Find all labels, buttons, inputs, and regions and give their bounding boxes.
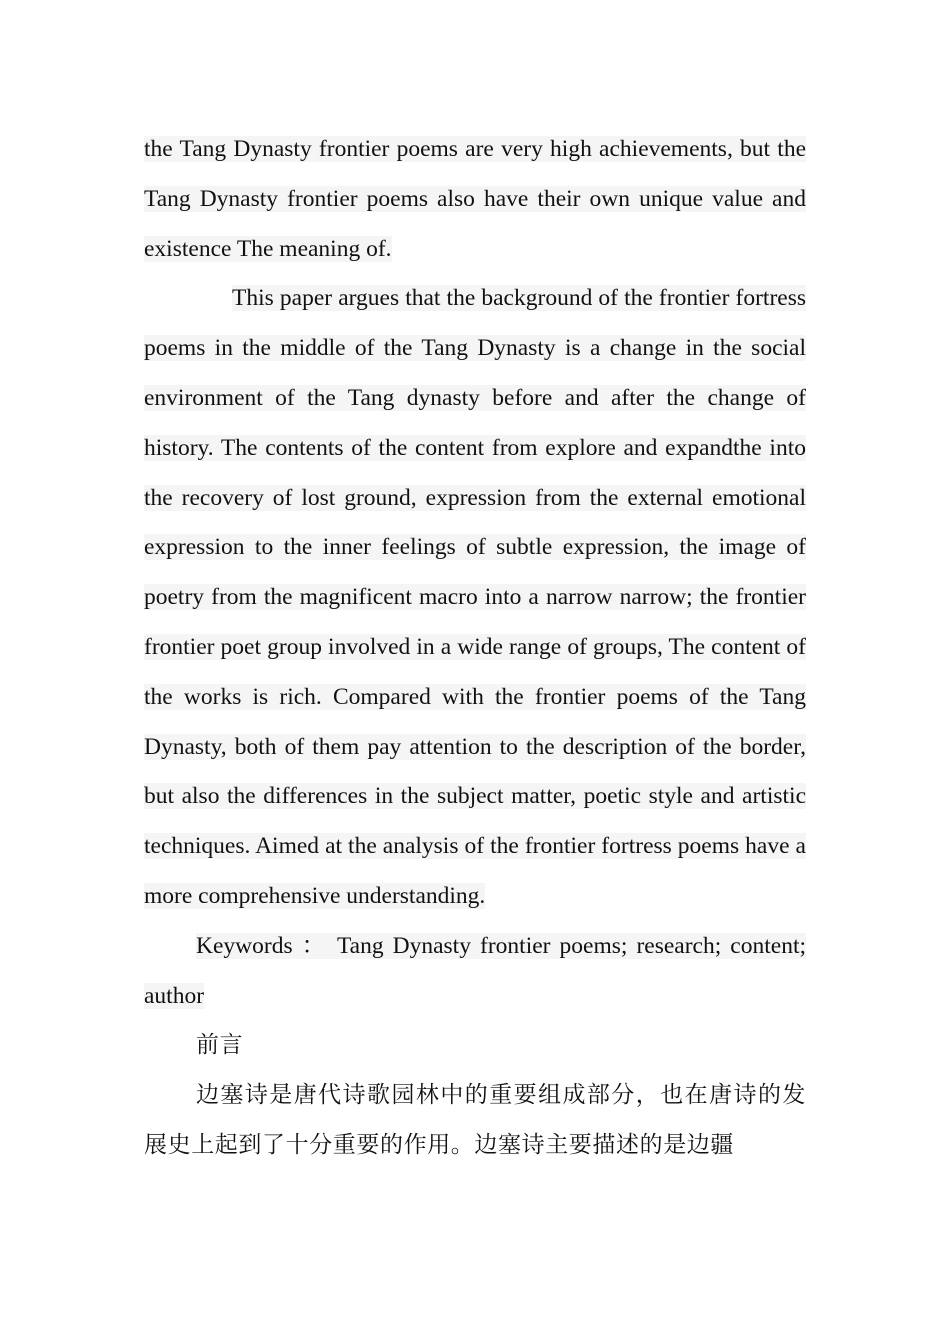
keywords-line: [144, 922, 806, 1022]
paragraph-text: 边塞诗是唐代诗歌园林中的重要组成部分，也在唐诗的发展史上起到了十分重要的作用。边塞诗主要描述的是边疆: [144, 1082, 806, 1158]
abstract-paragraph-continuation: [144, 125, 806, 274]
document-body: [144, 125, 806, 1171]
keywords-text: Keywords ： Tang Dynasty frontier poems; research; content; author: [144, 932, 806, 1009]
paragraph-text: the Tang Dynasty frontier poems are very high achievements, but the Tang Dynasty frontier poems also have their own unique value and existence The meaning of.: [144, 136, 806, 262]
section-heading: [144, 1021, 806, 1071]
paragraph-text: This paper argues that the background of the frontier fortress poems in the middle of the Tang Dynasty is a change in the social environment of the Tang dynasty before and after the change of history. The contents of the content from explore and expandthe into the recovery of lost ground, expression from the external emotional expression to the inner feelings of subtle expression, the image of poetry from the magnificent macro into a narrow narrow; the frontier frontier poet group involved in a wide range of groups, The content of the works is rich. Compared with the frontier poems of the Tang Dynasty, both of them pay attention to the description of the border, but also the differences in the subject matter, poetic style and artistic techniques. Aimed at the analysis of the frontier fortress poems have a more comprehensive understanding.: [144, 285, 806, 909]
abstract-paragraph-main: [144, 274, 806, 921]
intro-paragraph: [144, 1071, 806, 1171]
section-heading-text: 前言: [196, 1032, 244, 1059]
